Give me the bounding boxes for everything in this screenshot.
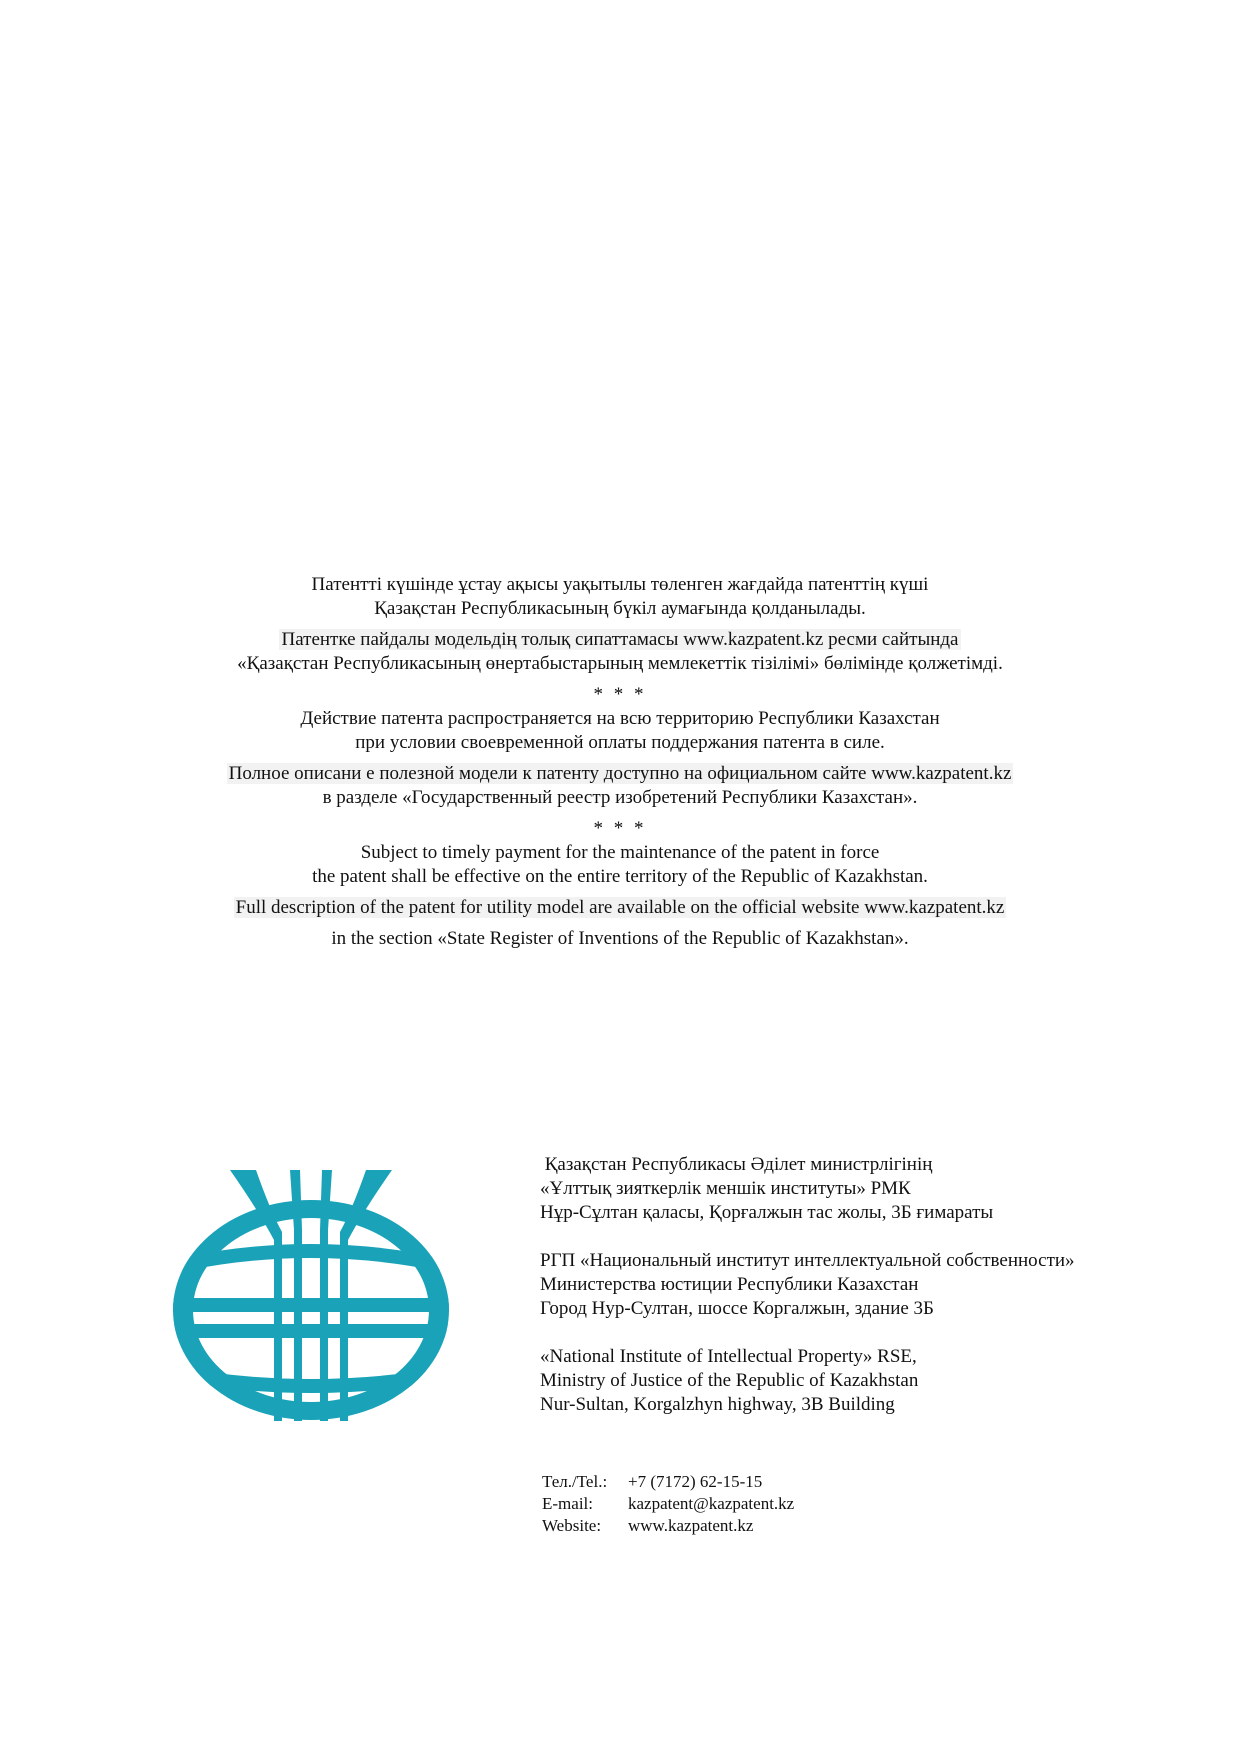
section-separator-2: * * *: [593, 818, 647, 839]
address-en-line-3: Nur-Sultan, Korgalzhyn highway, 3B Building: [540, 1394, 895, 1415]
address-ru-line-3: Город Нур-Султан, шоссе Коргалжын, здание 3Б: [540, 1298, 934, 1319]
contact-website: [542, 1515, 794, 1537]
notice-en-line-3: Full description of the patent for utility model are available on the official website www.kazpatent.kz: [235, 897, 1005, 918]
email-label: E-mail:: [542, 1494, 593, 1513]
address-en: [540, 1345, 1075, 1417]
section-separator-1: * * *: [593, 684, 647, 705]
notice-en-line-4: in the section «State Register of Inventions of the Republic of Kazakhstan».: [331, 928, 909, 949]
address-ru-line-2: Министерства юстиции Республики Казахстан: [540, 1274, 919, 1295]
kazpatent-emblem-icon: [170, 1170, 452, 1424]
address-ru: [540, 1249, 1075, 1321]
address-kk-line-1: Қазақстан Республикасы Әділет министрлігінің: [540, 1154, 933, 1175]
notice-ru-line-1: Действие патента распространяется на всю территорию Республики Казахстан: [300, 708, 940, 729]
notice-en-line-2: the patent shall be effective on the entire territory of the Republic of Kazakhstan.: [312, 866, 928, 887]
notice-kk-line-3: Патентке пайдалы модельдің толық сипаттамасы www.kazpatent.kz ресми сайтында: [281, 629, 959, 650]
address-kk-line-2: «Ұлттық зияткерлік меншік институты» РМК: [540, 1178, 911, 1199]
contact-email: [542, 1493, 794, 1515]
notice-kk-line-4: «Қазақстан Республикасының өнертабыстарының мемлекеттік тізілімі» бөлімінде қолжетімді.: [237, 653, 1003, 674]
notice-ru-line-2: при условии своевременной оплаты поддержания патента в силе.: [355, 732, 885, 753]
emblem-shape: [170, 1170, 452, 1424]
notice-ru-line-4: в разделе «Государственный реестр изобретений Республики Казахстан».: [322, 787, 918, 808]
notice-ru-line-3: Полное описани е полезной модели к патенту доступно на официальном сайте www.kazpatent.kz: [228, 763, 1012, 784]
address-en-line-1: «National Institute of Intellectual Property» RSE,: [540, 1346, 917, 1367]
contact-tel: [542, 1471, 794, 1493]
address-kk: [540, 1153, 1075, 1225]
notice-kk-line-2: Қазақстан Республикасының бүкіл аумағында қолданылады.: [374, 598, 866, 619]
address-kk-line-3: Нұр-Сұлтан қаласы, Қорғалжын тас жолы, 3Б ғимараты: [540, 1202, 994, 1223]
notice-en-line-1: Subject to timely payment for the maintenance of the patent in force: [360, 842, 880, 863]
website-value: www.kazpatent.kz: [628, 1516, 754, 1535]
issuer-address: [540, 1153, 1075, 1417]
contact-info: [542, 1471, 794, 1537]
website-label: Website:: [542, 1516, 602, 1535]
email-value: kazpatent@kazpatent.kz: [628, 1494, 795, 1513]
tel-label: Тел./Tel.:: [542, 1472, 608, 1491]
notice-kk-line-1: Патентті күшінде ұстау ақысы уақытылы төленген жағдайда патенттің күші: [311, 574, 929, 595]
tel-value: +7 (7172) 62-15-15: [628, 1472, 763, 1491]
patent-validity-notice: [0, 573, 1240, 951]
address-ru-line-1: РГП «Национальный институт интеллектуальной собственности»: [540, 1250, 1075, 1271]
address-en-line-2: Ministry of Justice of the Republic of Kazakhstan: [540, 1370, 919, 1391]
